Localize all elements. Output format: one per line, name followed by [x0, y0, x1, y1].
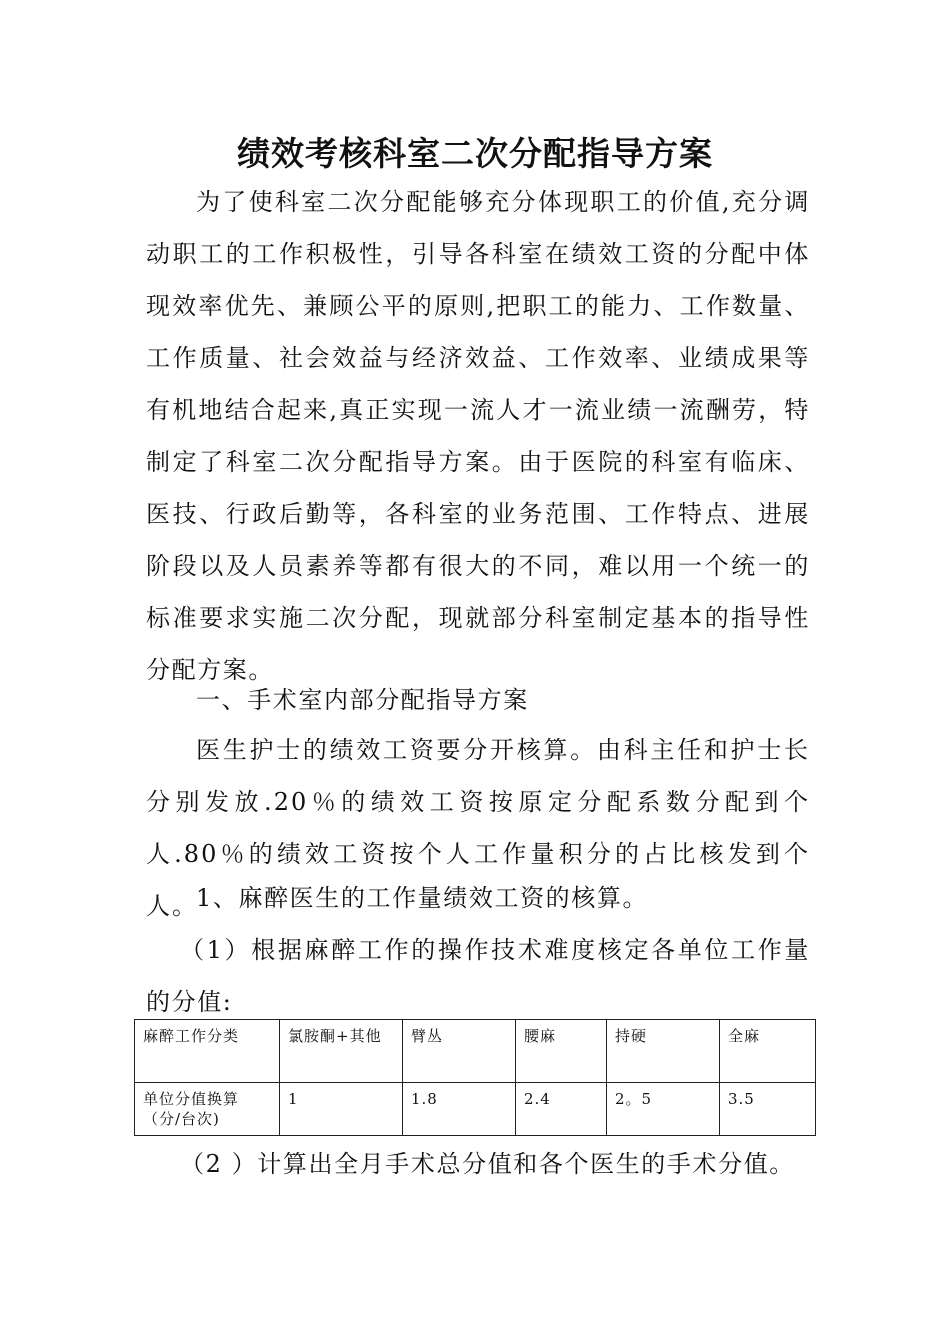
table-cell: 腰麻: [516, 1020, 607, 1083]
table-cell: 1: [280, 1083, 403, 1136]
table-cell: 氯胺酮+其他: [280, 1020, 403, 1083]
doctor-nurse-paragraph: 医生护士的绩效工资要分开核算。由科主任和护士长分别发放.20％的绩效工资按原定分配系数分配到个人.80％的绩效工资按个人工作量积分的占比核发到个人。: [146, 736, 810, 920]
section-heading: 一、手术室内部分配指导方案: [196, 686, 529, 714]
document-title: 绩效考核科室二次分配指导方案: [237, 134, 713, 173]
table-cell: 2.4: [516, 1083, 607, 1136]
table-row: [135, 1020, 816, 1083]
item-1-1-paragraph: （1）根据麻醉工作的操作技术难度核定各单位工作量的分值:: [146, 936, 810, 1016]
item-1-heading: 1、麻醉医生的工作量绩效工资的核算。: [196, 884, 649, 912]
table-cell: 全麻: [720, 1020, 816, 1083]
table-cell: 持硬: [607, 1020, 720, 1083]
item-1-2-paragraph: （2 ）计算出全月手术总分值和各个医生的手术分值。: [180, 1150, 795, 1178]
table-cell: 1.8: [403, 1083, 516, 1136]
anesthesia-score-table: [134, 1019, 816, 1136]
table-row: [135, 1083, 816, 1136]
intro-paragraph: 为了使科室二次分配能够充分体现职工的价值,充分调动职工的工作积极性，引导各科室在绩效工资的分配中体现效率优先、兼顾公平的原则,把职工的能力、工作数量、工作质量、社会效益与经济效益、工作效率、业绩成果等有机地结合起来,真正实现一流人才一流业绩一流酬劳，特制定了科室二次分配指导方案。由于医院的科室有临床、医技、行政后勤等，各科室的业务范围、工作特点、进展阶段以及人员素养等都有很大的不同，难以用一个统一的标准要求实施二次分配，现就部分科室制定基本的指导性分配方案。: [146, 188, 810, 684]
table-cell: 单位分值换算（分/台次): [135, 1083, 280, 1136]
table-cell: 臂丛: [403, 1020, 516, 1083]
table-cell: 3.5: [720, 1083, 816, 1136]
table-cell: 2。5: [607, 1083, 720, 1136]
table-cell: 麻醉工作分类: [135, 1020, 280, 1083]
